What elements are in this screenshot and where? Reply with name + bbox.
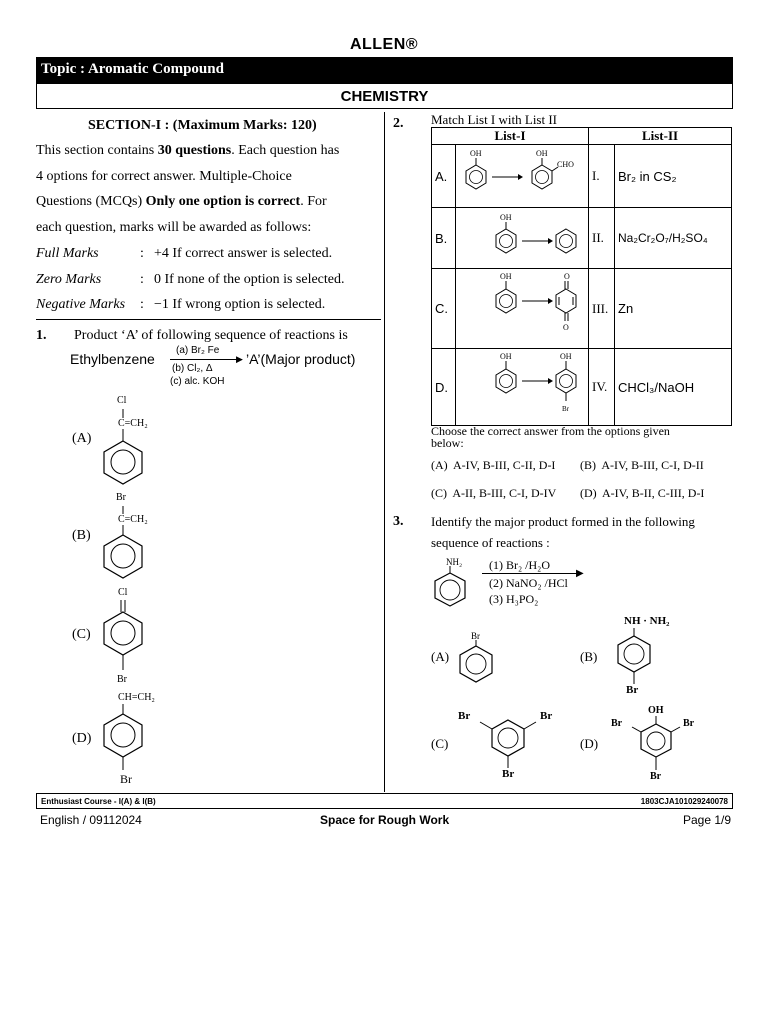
q1-option-d-structure xyxy=(100,704,150,776)
q3-option-d-structure xyxy=(620,716,695,774)
row-c-letter: C. xyxy=(432,269,456,349)
row-a-reaction xyxy=(456,145,589,208)
svg-text:OH: OH xyxy=(500,213,512,222)
marks-zero: Zero Marks : 0 If none of the option is selected. xyxy=(36,272,345,287)
q2-option-a: (A) A-IV, B-III, C-II, D-I xyxy=(431,458,556,472)
q1-option-d-para: Br xyxy=(120,772,132,786)
q1-product: ’A’(Major product) xyxy=(246,351,356,367)
q1-option-b-structure xyxy=(100,502,150,582)
row-d-roman: IV. xyxy=(589,349,615,426)
footer-page: Page 1/9 xyxy=(683,813,732,827)
svg-text:CHO: CHO xyxy=(557,160,574,169)
q1-option-c-label: (C) xyxy=(72,627,91,642)
q3-option-a-structure xyxy=(456,640,496,684)
list1-header: List-I xyxy=(432,128,589,145)
svg-text:O: O xyxy=(563,323,569,332)
q1-option-c-para: Br xyxy=(117,674,127,685)
q1-option-a-label: (A) xyxy=(72,431,92,446)
q3-step-2: (2) NaNO₂ /HCl xyxy=(489,576,568,590)
q2-choose-1: Choose the correct answer from the options given xyxy=(431,424,670,438)
q3-option-d-sub: OH xyxy=(648,705,664,716)
row-b-roman: II. xyxy=(589,208,615,269)
q3-option-d-sub2: Br xyxy=(683,718,695,729)
marks-full: Full Marks : +4 If correct answer is selected. xyxy=(36,246,333,261)
q2-option-c: (C) A-II, B-III, C-I, D-IV xyxy=(431,486,557,500)
q3-option-c-sub2: Br xyxy=(540,710,553,722)
subject-title: CHEMISTRY xyxy=(36,83,733,109)
match-table xyxy=(431,127,732,426)
row-c-roman: III. xyxy=(589,269,615,349)
row-d-letter: D. xyxy=(432,349,456,426)
intro-line-4: each question, marks will be awarded as follows: xyxy=(36,220,312,235)
q3-option-d-sub1: Br xyxy=(611,718,623,729)
section-title: SECTION-I : (Maximum Marks: 120) xyxy=(88,118,317,133)
q3-option-c-para: Br xyxy=(502,768,515,780)
brand-logo: ALLEN® xyxy=(349,36,419,53)
q3-option-b-sub: NH · NH₂ xyxy=(624,615,670,627)
q1-option-a-sub: Cl xyxy=(117,395,127,406)
q1-number: 1. xyxy=(36,328,47,343)
q2-number: 2. xyxy=(393,116,404,131)
intro-line-1: This section contains 30 questions. Each question has xyxy=(36,143,340,158)
q1-text: Product ‘A’ of following sequence of reactions is xyxy=(74,328,348,343)
svg-text:OH: OH xyxy=(500,352,512,361)
column-divider xyxy=(384,112,385,792)
q3-arrowhead: ▶ xyxy=(576,568,584,579)
q3-option-a-sub: Br xyxy=(471,631,480,641)
q3-step-3: (3) H₃PO₂ xyxy=(489,592,539,606)
row-b-reaction xyxy=(456,208,589,269)
q2-choose-2: below: xyxy=(431,436,464,450)
q3-option-c-sub1: Br xyxy=(458,710,471,722)
q3-nh2: NH₂ xyxy=(446,557,463,567)
q3-arrow xyxy=(482,573,582,574)
row-a-letter: A. xyxy=(432,145,456,208)
q1-step-c: (c) alc. KOH xyxy=(170,376,225,387)
svg-text:OH: OH xyxy=(560,352,572,361)
q1-option-b-sub2: C=CH₂ xyxy=(118,514,148,525)
q1-option-b-sub: Br xyxy=(116,492,126,503)
row-a-reagent: Br₂ in CS₂ xyxy=(615,145,732,208)
marks-negative: Negative Marks : −1 If wrong option is selected. xyxy=(36,297,326,312)
q1-option-c-sub: Cl xyxy=(118,587,128,598)
q1-option-c-structure xyxy=(100,598,150,676)
svg-text:O: O xyxy=(564,272,570,281)
q3-option-c-structure xyxy=(472,712,544,772)
q3-option-d-para: Br xyxy=(650,771,662,782)
q1-reactant: Ethylbenzene xyxy=(70,351,155,367)
footer-course-bar xyxy=(36,793,733,809)
q2-text: Match List I with List II xyxy=(431,112,558,127)
footer-rough-work: Space for Rough Work xyxy=(320,813,450,827)
q1-option-d-sub: CH=CH₂ xyxy=(118,692,155,703)
row-c-reagent: Zn xyxy=(615,269,732,349)
footer-course: Enthusiast Course - I(A) & I(B) xyxy=(41,797,156,806)
q3-option-b-label: (B) xyxy=(580,649,598,664)
q1-option-a-sub2: C=CH₂ xyxy=(118,418,148,429)
row-b-reagent: Na₂Cr₂O₇/H₂SO₄ xyxy=(615,208,732,269)
q3-step-1: (1) Br₂ /H₂O xyxy=(489,558,551,572)
svg-text:Br: Br xyxy=(562,405,569,413)
row-d-reaction xyxy=(456,349,589,426)
q3-option-b-structure xyxy=(612,628,656,686)
q2-option-b: (B) A-IV, B-III, C-I, D-II xyxy=(580,458,704,472)
intro-line-2: 4 options for correct answer. Multiple-Choice xyxy=(36,169,292,184)
intro-line-3: Questions (MCQs) Only one option is correct. For xyxy=(36,194,327,209)
q1-step-a: (a) Br₂ Fe xyxy=(176,345,220,356)
row-b-letter: B. xyxy=(432,208,456,269)
q1-step-b: (b) Cl₂, Δ xyxy=(172,363,213,374)
q3-option-b-para: Br xyxy=(626,684,639,696)
footer-code: 1803CJA101029240078 xyxy=(640,797,728,806)
q3-option-d-label: (D) xyxy=(580,736,599,751)
q3-text-2: sequence of reactions : xyxy=(431,535,550,550)
row-d-reagent: CHCl₃/NaOH xyxy=(615,349,732,426)
q2-option-d: (D) A-IV, B-II, C-III, D-I xyxy=(580,486,705,500)
q3-option-c-label: (C) xyxy=(431,736,449,751)
q3-text-1: Identify the major product formed in the following xyxy=(431,514,695,529)
q1-option-d-label: (D) xyxy=(72,731,92,746)
svg-text:OH: OH xyxy=(470,149,482,158)
q1-option-a-structure xyxy=(100,405,150,485)
section-divider xyxy=(36,319,381,320)
row-c-reaction xyxy=(456,269,589,349)
list2-header: List-II xyxy=(589,128,732,145)
footer-lang-date: English / 09112024 xyxy=(40,813,142,827)
q3-option-a-label: (A) xyxy=(431,649,450,664)
svg-text:OH: OH xyxy=(500,272,512,281)
q3-aniline-structure xyxy=(430,566,470,608)
q1-arrowhead: ▶ xyxy=(236,354,243,364)
q3-number: 3. xyxy=(393,514,404,529)
q1-arrow xyxy=(170,359,242,360)
svg-text:OH: OH xyxy=(536,149,548,158)
topic-bar: Topic : Aromatic Compound xyxy=(36,57,733,83)
row-a-roman: I. xyxy=(589,145,615,208)
q1-option-b-label: (B) xyxy=(72,528,91,543)
